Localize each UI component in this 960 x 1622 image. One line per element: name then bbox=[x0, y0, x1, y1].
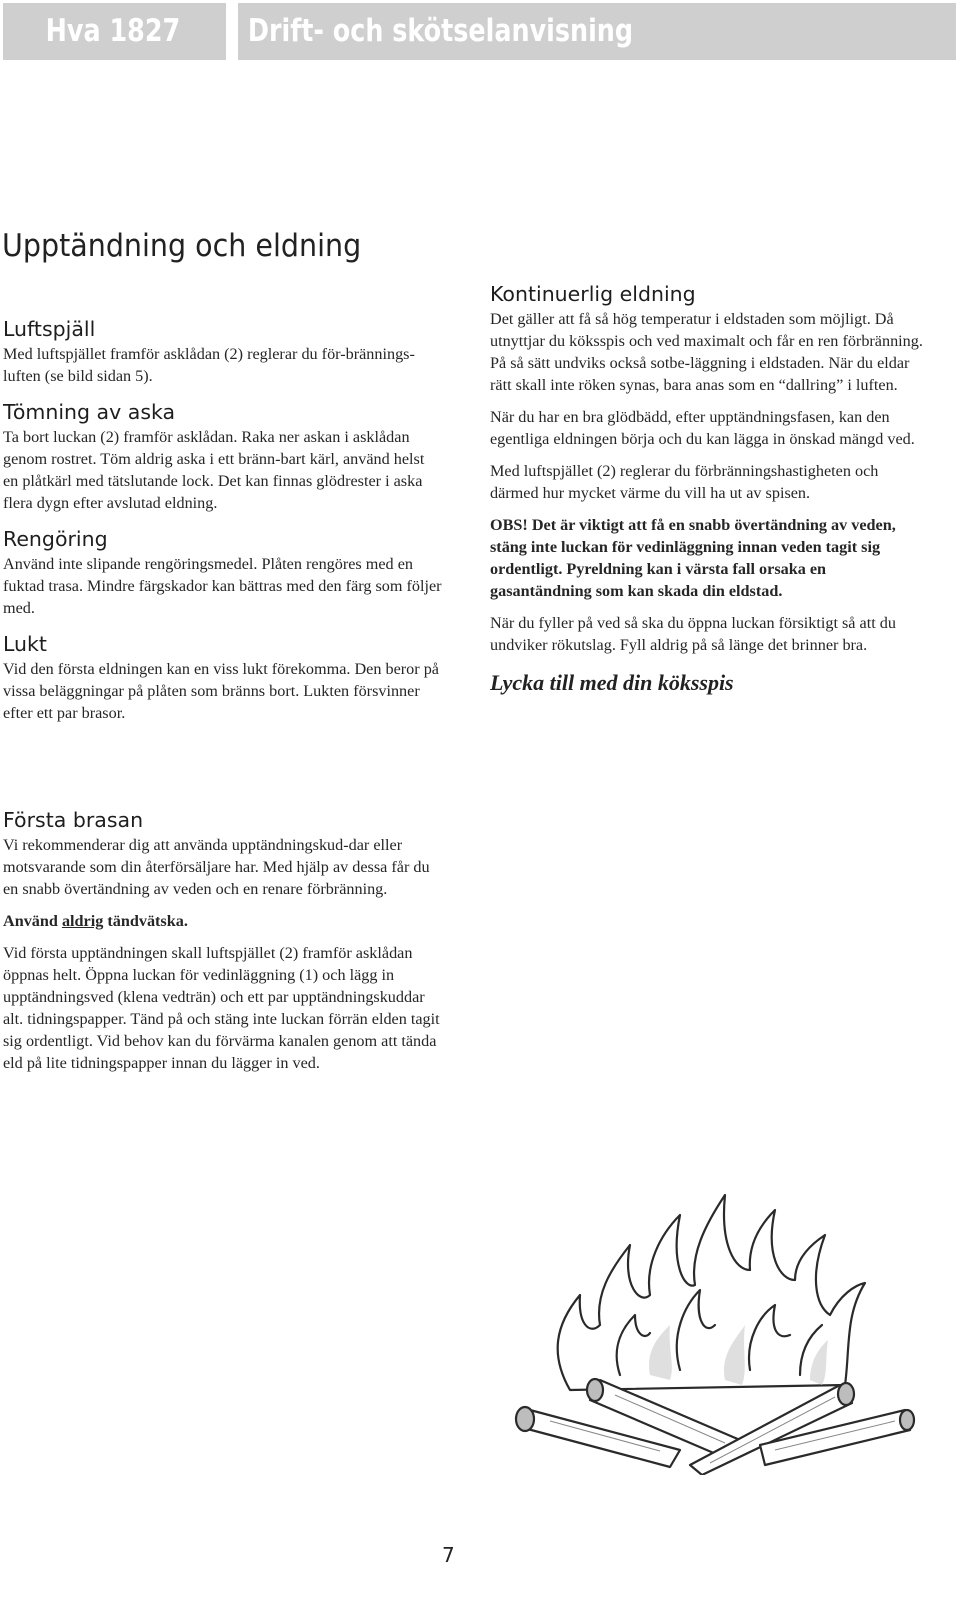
section-text-tomning: Ta bort luckan (2) framför asklådan. Raka ner askan i asklådan genom rostret. Töm aldrig aska i ett bränn-bart kärl, använd helst en plåtkärl med tätslutande lock. Det kan finnas glödrester i aska flera dygn efter avslutad eldning. bbox=[3, 428, 425, 512]
forsta-brasan-p2 bbox=[3, 910, 443, 932]
log-3-end bbox=[838, 1383, 854, 1405]
right-column bbox=[490, 282, 930, 696]
section-heading-forsta-brasan: Första brasan bbox=[3, 808, 144, 832]
log-1-end bbox=[516, 1407, 534, 1431]
section-text-rengoring: Använd inte slipande rengöringsmedel. Plåten rengöres med en fuktad trasa. Mindre färgskador kan bättras med den färg som följer med. bbox=[3, 555, 442, 617]
campfire-illustration bbox=[510, 1175, 920, 1475]
p2-post: tändvätska. bbox=[103, 912, 188, 930]
page-title: Upptändning och eldning bbox=[2, 228, 362, 264]
forsta-brasan-p1: Vi rekommenderar dig att använda upptändningskud-dar eller motsvarande som din återförsäljare har. Med hjälp av dessa får du en snabb övertändning av veden och en renare förbränning. bbox=[3, 836, 430, 898]
p2-pre: Använd bbox=[3, 912, 62, 930]
closing-line: Lycka till med din köksspis bbox=[490, 670, 734, 695]
section-text-lukt: Vid den första eldningen kan en viss lukt förekomma. Den beror på vissa beläggningar på plåten som bränns bort. Lukten försvinner efter ett par brasor. bbox=[3, 660, 439, 722]
header-model-box bbox=[3, 3, 226, 60]
log-grain-2 bbox=[615, 1395, 725, 1443]
section-heading-tomning: Tömning av aska bbox=[3, 400, 176, 424]
section-heading-luftspjall: Luftspjäll bbox=[3, 317, 96, 341]
section-text-luftspjall: Med luftspjället framför asklådan (2) reglerar du för-bränningsluften (se bild sidan 5). bbox=[3, 345, 415, 385]
log-4-end bbox=[900, 1410, 914, 1430]
forsta-brasan-section bbox=[3, 808, 443, 1074]
p2-underlined: aldrig bbox=[61, 912, 104, 930]
log-2-end bbox=[587, 1379, 603, 1401]
section-heading-rengoring: Rengöring bbox=[3, 527, 108, 551]
right-p1: Det gäller att få så hög temperatur i eldstaden som möjligt. Då utnyttjar du köksspis och ved maximalt och får en ren förbränning. På så sätt undviks också sotbe-läggning i eldstaden. När du eldar rätt skall inte röken synas, bara anas som en “dallring” i luften. bbox=[490, 310, 923, 394]
page-number: 7 bbox=[442, 1543, 455, 1567]
header-title-box bbox=[238, 3, 956, 60]
right-p2: När du har en bra glödbädd, efter upptändningsfasen, kan den egentliga eldningen börja och du kan lägga in önskad mängd ved. bbox=[490, 408, 915, 448]
header-doc-title: Drift- och skötselanvisning bbox=[247, 13, 634, 49]
section-heading-lukt: Lukt bbox=[3, 632, 47, 656]
forsta-brasan-p3: Vid första upptändningen skall luftspjället (2) framför asklådan öppnas helt. Öppna luckan för vedinläggning (1) och lägg in upptändningsved (klena vedträn) och ett par upptändningskuddar alt. tidningspapper. Tänd på och stäng inte luckan förrän elden tagit sig ordentligt. Vid behov kan du förvärma kanalen genom att tända eld på lite tidningspapper innan du lägger in ved. bbox=[3, 944, 440, 1072]
right-p4: När du fyller på ved så ska du öppna luckan försiktigt så att du undviker rökutslag. Fyll aldrig på så länge det brinner bra. bbox=[490, 614, 896, 654]
header-model: Hva 1827 bbox=[45, 13, 181, 49]
section-heading-kontinuerlig: Kontinuerlig eldning bbox=[490, 282, 696, 306]
right-p3: Med luftspjället (2) reglerar du förbränningshastigheten och därmed hur mycket värme du vill ha ut av spisen. bbox=[490, 462, 879, 502]
right-warning: OBS! Det är viktigt att få en snabb övertändning av veden, stäng inte luckan för vedinläggning innan veden tagit sig ordentligt. Pyreldning kan i värsta fall orsaka en gasantändning som kan skada din eldstad. bbox=[490, 516, 896, 600]
left-column bbox=[3, 317, 443, 724]
